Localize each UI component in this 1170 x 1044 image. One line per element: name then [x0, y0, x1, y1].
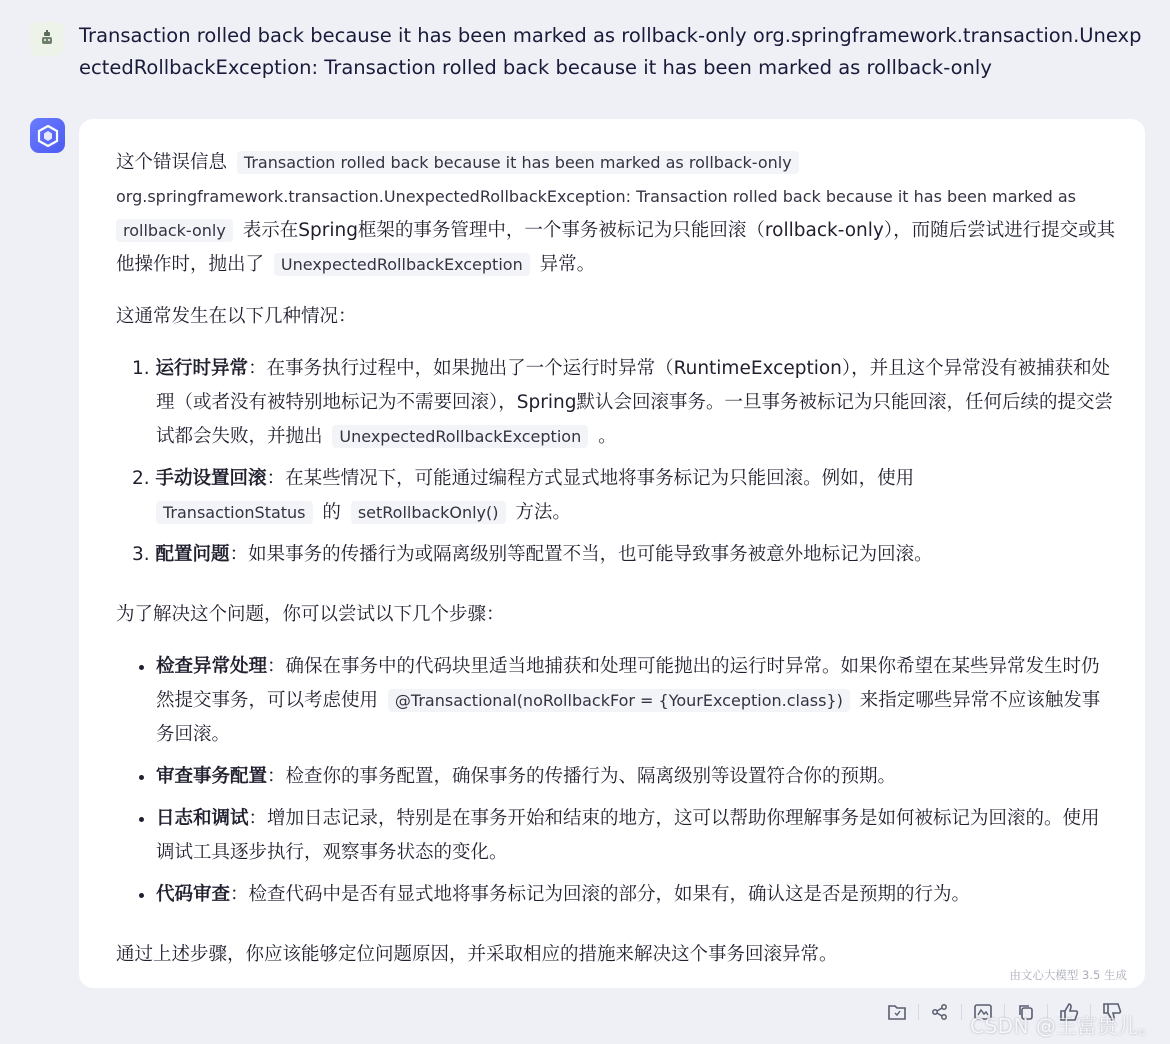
list-item: 2. 手动设置回滚：在某些情况下，可能通过编程方式显式地将事务标记为只能回滚。例如，使用 TransactionStatus 的 setRollbackOnly() 方法。: [132, 468, 915, 523]
inline-code: @Transactional(noRollbackFor = {YourException.class}): [388, 689, 850, 712]
share-icon[interactable]: [925, 1000, 955, 1024]
situations-heading: 这通常发生在以下几种情况：: [116, 306, 357, 327]
export-icon[interactable]: [882, 1000, 912, 1024]
user-message-text: Transaction rolled back because it has been marked as rollback-only org.springframework.transaction.UnexpectedRollbackException: Transaction rolled back because it has been marked as rollback-only: [79, 24, 1142, 79]
list-item: • 检查异常处理：确保在事务中的代码块里适当地捕获和处理可能抛出的运行时异常。如果你希望在某些异常发生时仍然提交事务，可以考虑使用 @Transactional(noRollbackFor = {YourException.class}) 来指定哪些异常不应该触发事务回滚。: [156, 650, 1116, 752]
inline-code: UnexpectedRollbackException: [274, 253, 530, 276]
assistant-logo-icon: [36, 124, 60, 148]
list-item: 3. 配置问题：如果事务的传播行为或隔离级别等配置不当，也可能导致事务被意外地标记为回滚。: [132, 544, 933, 565]
steps-list: [116, 650, 1116, 912]
assistant-answer-card: [79, 119, 1145, 988]
list-item: • 审查事务配置：检查你的事务配置，确保事务的传播行为、隔离级别等设置符合你的预期。: [156, 760, 1116, 794]
model-attribution: 由文心大模型 3.5 生成: [1009, 968, 1127, 982]
list-item: • 代码审查：检查代码中是否有显式地将事务标记为回滚的部分，如果有，确认这是否是预期的行为。: [156, 878, 1116, 912]
inline-code: UnexpectedRollbackException: [332, 425, 588, 448]
list-item-title: 检查异常处理: [156, 656, 268, 677]
list-item-title: 日志和调试: [156, 808, 249, 829]
list-item-title: 代码审查: [156, 884, 231, 905]
conclusion-paragraph: 通过上述步骤，你应该能够定位问题原因，并采取相应的措施来解决这个事务回滚异常。: [116, 944, 838, 965]
intro-paragraph: [116, 146, 1116, 282]
list-item-title: 手动设置回滚: [155, 468, 267, 489]
list-item: 1. 运行时异常：在事务执行过程中，如果抛出了一个运行时异常（RuntimeException），并且这个异常没有被捕获和处理（或者没有被特别地标记为不需要回滚），Spring默认会回滚事务。一旦事务被标记为只能回滚，任何后续的提交尝试都会失败，并抛出 UnexpectedRollbackException 。: [132, 358, 1113, 447]
assistant-avatar: [30, 118, 65, 153]
inline-code: rollback-only: [116, 219, 233, 242]
intro-suffix: 异常。: [539, 254, 596, 275]
intro-prefix: 这个错误信息: [116, 152, 228, 173]
inline-code: setRollbackOnly(): [351, 501, 506, 524]
user-message-row: [30, 20, 1150, 84]
inline-code: org.springframework.transaction.UnexpectedRollbackException: Transaction rolled back because it has been marked as: [116, 185, 1083, 208]
list-item: • 日志和调试：增加日志记录，特别是在事务开始和结束的地方，这可以帮助你理解事务是如何被标记为回滚的。使用调试工具逐步执行，观察事务状态的变化。: [156, 802, 1116, 870]
list-item-title: 配置问题: [155, 544, 230, 565]
situations-list: [116, 352, 1116, 572]
list-item-title: 运行时异常: [155, 358, 249, 379]
answer-content: [116, 146, 1116, 972]
list-item-title: 审查事务配置: [156, 766, 268, 787]
robot-icon: [39, 30, 55, 48]
watermark: CSDN @王富贵儿。: [970, 1014, 1159, 1038]
inline-code: TransactionStatus: [156, 501, 313, 524]
inline-code: Transaction rolled back because it has been marked as rollback-only: [237, 151, 799, 174]
user-avatar: [30, 22, 64, 56]
steps-heading: 为了解决这个问题，你可以尝试以下几个步骤：: [116, 604, 505, 625]
intro-mid: 表示在Spring框架的事务管理中，一个事务被标记为只能回滚（rollback-only），而随后尝试进行提交或其他操作时，抛出了: [116, 220, 1116, 275]
